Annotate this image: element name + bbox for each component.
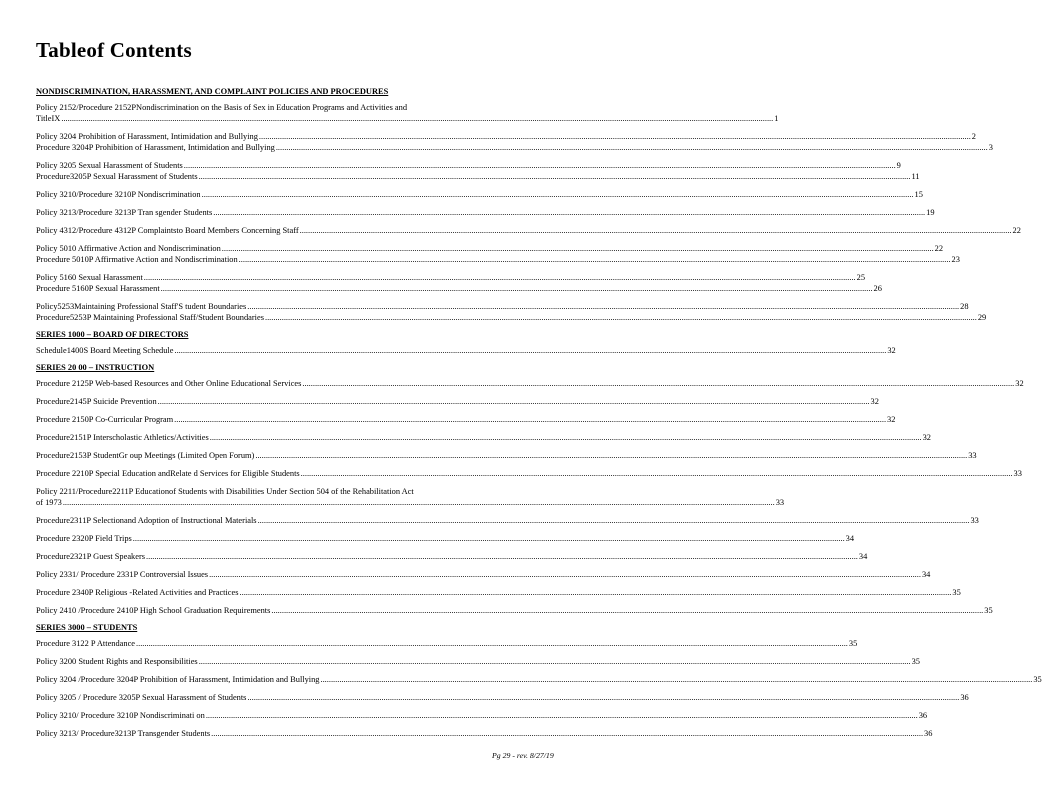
toc-entry-title: Policy 3205 Sexual Harassment of Students [36,161,183,170]
toc-entry-title: Procedure5253P Maintaining Professional Staff/Student Boundaries [36,313,264,322]
dot-leader [209,569,921,580]
toc-page-number: 35 [1033,675,1042,684]
toc-entry[interactable] [36,102,556,113]
page-footer: Pg 29 - rev. 8/27/19 [492,751,554,760]
toc-entry-title: Policy 2410 /Procedure 2410P High School Graduation Requirements [36,606,271,615]
toc-page-number: 34 [858,552,868,561]
toc-entry-group [36,638,858,649]
toc-entry[interactable] [36,301,969,312]
toc-entry-title: TitleIX [36,114,61,123]
toc-entry-group [36,605,993,616]
toc-entry[interactable] [36,171,920,182]
toc-entry-title: of 1973 [36,498,62,507]
toc-entry-group [36,569,931,580]
dot-leader [202,189,914,200]
toc-page-number: 35 [952,588,961,597]
section-heading: SERIES 3000 – STUDENTS [36,623,138,632]
toc-page-number: 32 [1015,379,1024,388]
toc-entry[interactable] [36,728,933,739]
toc-entry-group [36,551,868,562]
toc-entry[interactable] [36,207,935,218]
toc-entry-group [36,189,923,200]
toc-entry-group [36,102,779,124]
toc-entry-title: Procedure 5010P Affirmative Action and Nondiscrimination [36,255,238,264]
toc-entry-title: Procedure 5160P Sexual Harassment [36,284,160,293]
dot-leader [320,674,1032,685]
toc-entry[interactable] [36,515,979,526]
toc-entry[interactable] [36,254,960,265]
toc-entry[interactable] [36,131,976,142]
dot-leader [174,414,886,425]
dot-leader [247,692,959,703]
dot-leader [210,432,922,443]
toc-entry-title: Procedure2151P Interscholastic Athletics/Activities [36,433,209,442]
toc-entry-title: Policy5253Maintaining Professional Staff'S tudent Boundaries [36,302,247,311]
toc-entry-group [36,692,969,703]
toc-page-number: 3 [988,143,993,152]
page-title: Tableof Contents [36,38,192,62]
toc-page-number: 36 [960,693,969,702]
toc-entry-title: Policy 3200 Student Rights and Responsibilities [36,657,198,666]
toc-entry-title: Policy 5010 Affirmative Action and Nondiscrimination [36,244,221,253]
toc-entry-title: Policy 3213/Procedure 3213P Tran sgender Students [36,208,213,217]
dot-leader [136,638,848,649]
dot-leader [199,656,911,667]
toc-page-number: 2 [971,132,976,141]
toc-entry-title: Procedure 2125P Web-based Resources and Other Online Educational Services [36,379,302,388]
toc-entry[interactable] [36,113,779,124]
toc-page-number: 33 [775,498,785,507]
toc-entry-title: Procedure 2320P Field Trips [36,534,132,543]
toc-entry-title: Procedure2145P Suicide Prevention [36,397,157,406]
toc-page-number: 34 [921,570,931,579]
toc-entry-title: Procedure 2340P Religious -Related Activities and Practices [36,588,239,597]
dot-leader [174,345,886,356]
toc-page-number: 15 [914,190,923,199]
toc-entry-group [36,272,882,294]
dot-leader [265,312,977,323]
toc-page-number: 11 [911,172,920,181]
toc-entry-group [36,225,1021,236]
toc-entry-group [36,345,896,356]
toc-entry-group [36,674,1042,685]
toc-page-number: 19 [926,208,935,217]
toc-entry-title: Procedure2321P Guest Speakers [36,552,146,561]
toc-entry-title: Procedure3205P Sexual Harassment of Students [36,172,198,181]
toc-page-number: 36 [924,729,933,738]
toc-entry-group [36,468,1022,479]
toc-page-number: 28 [960,302,969,311]
toc-entry-title: Procedure 3204P Prohibition of Harassment, Intimidation and Bullying [36,143,275,152]
toc-entry-group [36,728,933,739]
toc-entry[interactable] [36,414,896,425]
toc-entry[interactable] [36,605,993,616]
toc-page-number: 34 [845,534,855,543]
dot-leader [133,533,845,544]
dot-leader [206,710,918,721]
dot-leader [146,551,858,562]
toc-entry-title: Policy 3210/Procedure 3210P Nondiscrimination [36,190,201,199]
toc-entry-title: Procedure 3122 P Attendance [36,639,135,648]
toc-entry-group [36,378,1024,389]
dot-leader [199,171,911,182]
dot-leader [259,131,971,142]
toc-entry[interactable] [36,674,1042,685]
toc-entry-title: Procedure2153P StudentGr oup Meetings (Limited Open Forum) [36,451,255,460]
toc-entry-group [36,450,977,461]
toc-page-number: 9 [896,161,901,170]
toc-entry-group [36,160,920,182]
toc-entry-group [36,710,928,721]
toc-entry-group [36,301,987,323]
toc-entry-title: Schedule1400S Board Meeting Schedule [36,346,174,355]
toc-page-number: 32 [870,397,879,406]
toc-page-number: 1 [774,114,779,123]
toc-body [36,87,1042,739]
toc-entry-group [36,533,855,544]
toc-entry[interactable] [36,160,901,171]
toc-page-number: 29 [977,313,987,322]
toc-entry[interactable] [36,533,855,544]
toc-entry[interactable] [36,142,993,153]
toc-entry[interactable] [36,710,928,721]
toc-entry[interactable] [36,569,931,580]
section-heading: SERIES 1000 – BOARD OF DIRECTORS [36,330,189,339]
toc-page-number: 32 [887,346,896,355]
toc-entry-group [36,131,993,153]
toc-entry[interactable] [36,225,1021,236]
toc-entry[interactable] [36,283,882,294]
toc-entry-title: Policy 5160 Sexual Harassment [36,273,143,282]
dot-leader [158,396,870,407]
dot-leader [213,207,925,218]
toc-page-number: 33 [970,516,979,525]
toc-page-number: 35 [848,639,858,648]
toc-entry-group [36,414,896,425]
toc-entry[interactable] [36,587,961,598]
toc-page-number: 35 [984,606,993,615]
toc-entry[interactable] [36,312,987,323]
toc-entry[interactable] [36,486,556,497]
dot-leader [144,272,856,283]
dot-leader [255,450,967,461]
dot-leader [258,515,970,526]
toc-entry-group [36,432,931,443]
toc-entry-group [36,243,960,265]
toc-entry-group [36,396,879,407]
toc-page-number: 22 [934,244,944,253]
toc-page-number: 33 [968,451,977,460]
dot-leader [301,468,1013,479]
toc-page-number: 36 [918,711,928,720]
toc-page [36,38,1042,746]
toc-page-number: 22 [1012,226,1021,235]
toc-entry[interactable] [36,692,969,703]
section-heading: NONDISCRIMINATION, HARASSMENT, AND COMPLAINT POLICIES AND PROCEDURES [36,87,389,96]
toc-page-number: 25 [856,273,866,282]
dot-leader [239,254,951,265]
toc-entry[interactable] [36,468,1022,479]
toc-entry[interactable] [36,345,896,356]
toc-entry-title: Policy 3210/ Procedure 3210P Nondiscriminati on [36,711,205,720]
dot-leader [300,225,1012,236]
toc-entry-group [36,656,920,667]
toc-entry[interactable] [36,497,785,508]
toc-entry[interactable] [36,243,944,254]
toc-entry[interactable] [36,656,920,667]
dot-leader [247,301,959,312]
section-heading: SERIES 20 00 – INSTRUCTION [36,363,155,372]
toc-entry-title: Policy 2211/Procedure2211P Educationof Students with Disabilities Under Section 504 of the Rehabilitation Act [36,487,414,496]
toc-entry[interactable] [36,378,1024,389]
toc-entry-group [36,207,935,218]
toc-entry-title: Policy 3204 Prohibition of Harassment, Intimidation and Bullying [36,132,258,141]
toc-page-number: 26 [873,284,882,293]
dot-leader [240,587,952,598]
toc-entry-title: Policy 2152/Procedure 2152PNondiscrimination on the Basis of Sex in Education Programs and Activities and [36,103,408,112]
toc-entry-title: Policy 3213/ Procedure3213P Transgender Students [36,729,211,738]
toc-page-number: 23 [951,255,960,264]
toc-entry-group [36,486,785,508]
toc-entry[interactable] [36,272,866,283]
toc-entry-title: Policy 3205 / Procedure 3205P Sexual Harassment of Students [36,693,247,702]
toc-page-number: 33 [1013,469,1022,478]
toc-page-number: 32 [922,433,931,442]
toc-entry[interactable] [36,638,858,649]
toc-entry-group [36,587,961,598]
dot-leader [211,728,923,739]
dot-leader [161,283,873,294]
toc-entry-title: Procedure 2210P Special Education andRelate d Services for Eligible Students [36,469,300,478]
toc-entry[interactable] [36,432,931,443]
dot-leader [222,243,934,254]
dot-leader [61,113,773,124]
toc-entry-title: Policy 2331/ Procedure 2331P Controversial Issues [36,570,209,579]
toc-entry-group [36,515,979,526]
toc-entry-title: Policy 4312/Procedure 4312P Complaintsto Board Members Concerning Staff [36,226,299,235]
toc-entry[interactable] [36,551,868,562]
toc-entry[interactable] [36,450,977,461]
dot-leader [276,142,988,153]
dot-leader [184,160,896,171]
toc-page-number: 32 [887,415,896,424]
dot-leader [271,605,983,616]
dot-leader [302,378,1014,389]
dot-leader [63,497,775,508]
toc-entry[interactable] [36,396,879,407]
toc-page-number: 35 [911,657,920,666]
toc-entry[interactable] [36,189,923,200]
toc-entry-title: Procedure2311P Selectionand Adoption of Instructional Materials [36,516,257,525]
toc-entry-title: Procedure 2150P Co-Curricular Program [36,415,174,424]
toc-entry-title: Policy 3204 /Procedure 3204P Prohibition of Harassment, Intimidation and Bullying [36,675,320,684]
